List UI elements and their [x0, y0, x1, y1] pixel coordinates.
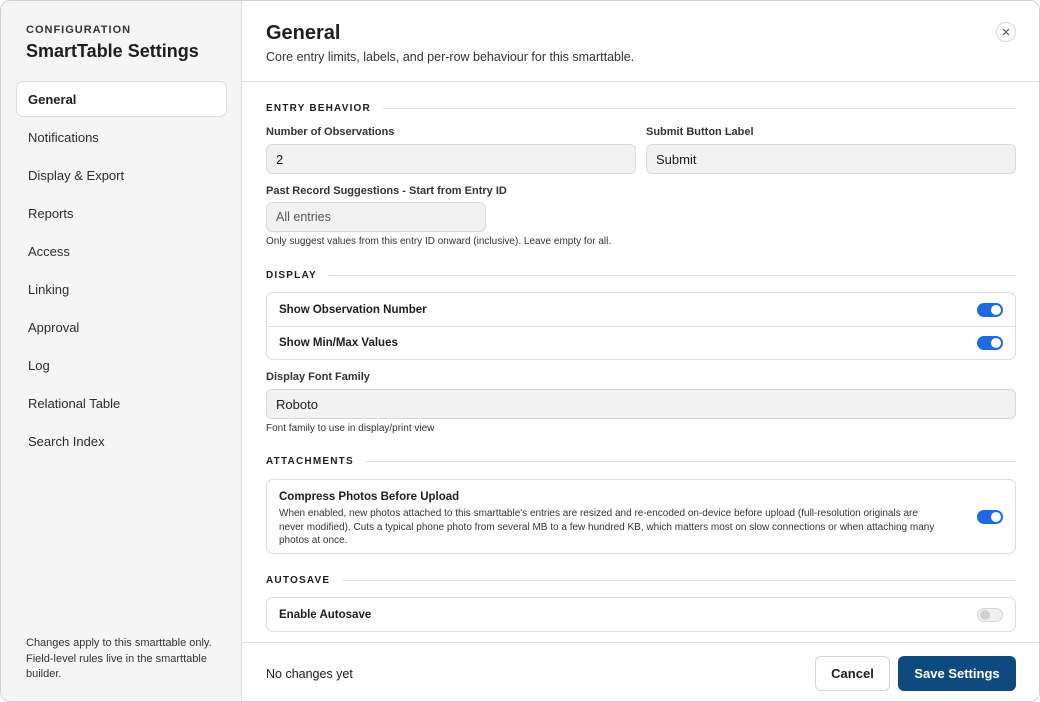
sidebar-item-label: Approval — [28, 320, 80, 335]
display-toggles — [266, 292, 1016, 360]
sidebar-item-notifications[interactable] — [16, 120, 227, 155]
sidebar-item-label: Log — [28, 358, 50, 373]
sidebar-item-reports[interactable] — [16, 196, 227, 231]
sidebar-item-search-index[interactable] — [16, 424, 227, 459]
page-title: General — [266, 22, 341, 44]
font-family-hint: Font family to use in display/print view — [266, 423, 435, 434]
sidebar-item-label: Access — [28, 244, 70, 259]
sidebar-item-label: General — [28, 91, 77, 107]
show-minmax-row — [267, 326, 1015, 359]
sidebar — [1, 1, 242, 702]
past-record-label: Past Record Suggestions - Start from Entry ID — [266, 185, 507, 197]
compress-photos-description: When enabled, new photos attached to this smarttable's entries are resized and re-encoded on-device before upload (full-resolution originals are never modified). Cuts a typical phone photo from several MB to a few hundred KB, which matters most on slow connections or when attaching many photos at once. — [279, 508, 935, 546]
sidebar-item-label: Notifications — [28, 130, 99, 145]
enable-autosave-row — [267, 598, 1015, 631]
sidebar-item-label: Display & Export — [28, 168, 125, 183]
panel-header — [242, 1, 1040, 82]
section-title: AUTOSAVE — [266, 574, 331, 586]
sidebar-item-label: Relational Table — [28, 396, 121, 411]
cancel-button[interactable]: Cancel — [815, 656, 890, 691]
show-minmax-label: Show Min/Max Values — [279, 337, 398, 349]
show-minmax-toggle[interactable] — [977, 336, 1003, 350]
close-button[interactable] — [996, 22, 1016, 42]
font-family-label: Display Font Family — [266, 371, 370, 383]
submit-label-input[interactable]: Submit — [646, 144, 1016, 174]
section-divider — [342, 580, 1016, 581]
show-observation-number-toggle[interactable] — [977, 303, 1003, 317]
past-record-input[interactable]: All entries — [266, 202, 486, 232]
past-record-hint: Only suggest values from this entry ID onward (inclusive). Leave empty for all. — [266, 236, 612, 247]
enable-autosave-label: Enable Autosave — [279, 608, 372, 621]
compress-photos-row — [266, 479, 1016, 554]
sidebar-eyebrow: CONFIGURATION — [26, 24, 132, 36]
sidebar-item-label: Search Index — [28, 434, 105, 449]
change-status: No changes yet — [266, 667, 353, 681]
section-divider — [383, 108, 1016, 109]
sidebar-title: SmartTable Settings — [26, 41, 199, 61]
font-family-input[interactable]: Roboto — [266, 389, 1016, 419]
section-display — [266, 268, 1016, 282]
section-autosave — [266, 573, 1016, 587]
sidebar-footer-note: Changes apply to this smarttable only. Field-level rules live in the smarttable builder. — [26, 637, 212, 680]
settings-content — [266, 82, 1016, 641]
sidebar-item-log[interactable] — [16, 348, 227, 383]
submit-label-label: Submit Button Label — [646, 126, 754, 138]
compress-photos-toggle[interactable] — [977, 510, 1003, 524]
sidebar-nav — [16, 81, 227, 462]
section-title: DISPLAY — [266, 269, 317, 281]
section-title: ATTACHMENTS — [266, 455, 354, 467]
section-entry-behavior — [266, 101, 1016, 115]
observations-input[interactable]: 2 — [266, 144, 636, 174]
sidebar-item-relational-table[interactable] — [16, 386, 227, 421]
compress-photos-title: Compress Photos Before Upload — [279, 491, 460, 503]
enable-autosave-toggle[interactable] — [977, 608, 1003, 622]
close-icon — [1002, 28, 1010, 36]
section-title: ENTRY BEHAVIOR — [266, 102, 371, 114]
page-subtitle: Core entry limits, labels, and per-row behaviour for this smarttable. — [266, 50, 635, 64]
sidebar-item-display-export[interactable] — [16, 158, 227, 193]
sidebar-item-label: Reports — [28, 206, 74, 221]
sidebar-item-general[interactable] — [16, 81, 227, 117]
sidebar-item-label: Linking — [28, 282, 70, 297]
section-divider — [366, 461, 1016, 462]
sidebar-item-approval[interactable] — [16, 310, 227, 345]
sidebar-item-linking[interactable] — [16, 272, 227, 307]
section-attachments — [266, 454, 1016, 468]
sidebar-item-access[interactable] — [16, 234, 227, 269]
main-panel — [242, 1, 1040, 702]
save-settings-button[interactable]: Save Settings — [898, 656, 1016, 691]
autosave-toggles — [266, 597, 1016, 632]
section-divider — [329, 275, 1016, 276]
panel-footer — [242, 642, 1040, 702]
show-observation-number-row — [267, 293, 1015, 326]
show-observation-number-label: Show Observation Number — [279, 303, 427, 316]
observations-label: Number of Observations — [266, 126, 395, 138]
